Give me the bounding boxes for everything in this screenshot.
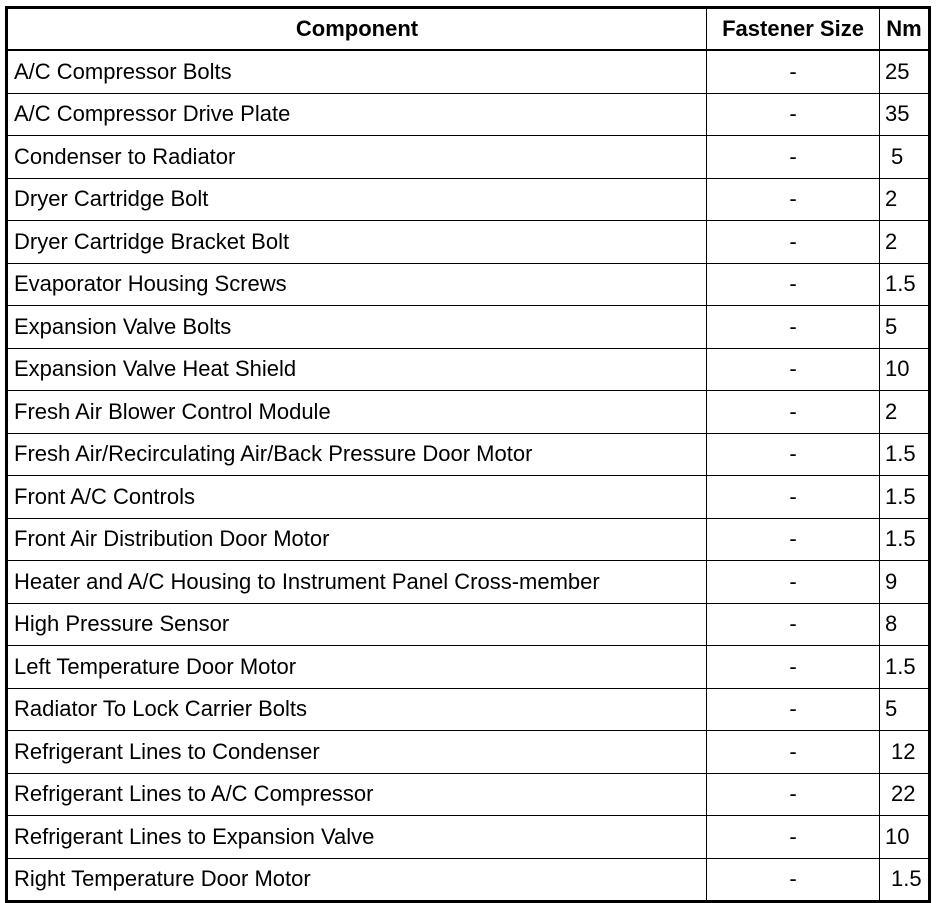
- header-row: [7, 8, 930, 51]
- table-row: [7, 93, 930, 136]
- table-row: [7, 858, 930, 902]
- nm-cell: 10: [879, 348, 929, 391]
- table-row: [7, 561, 930, 604]
- fastener-size-cell: -: [707, 93, 880, 136]
- component-cell: Left Temperature Door Motor: [7, 646, 707, 689]
- component-cell: Dryer Cartridge Bracket Bolt: [7, 221, 707, 264]
- component-cell: A/C Compressor Bolts: [7, 50, 707, 93]
- component-cell: Front A/C Controls: [7, 476, 707, 519]
- component-cell: Heater and A/C Housing to Instrument Panel Cross-member: [7, 561, 707, 604]
- table-body: [7, 50, 930, 902]
- fastener-size-cell: -: [707, 858, 880, 902]
- fastener-size-cell: -: [707, 50, 880, 93]
- nm-cell: 2: [879, 391, 929, 434]
- component-cell: Fresh Air/Recirculating Air/Back Pressure Door Motor: [7, 433, 707, 476]
- component-cell: Right Temperature Door Motor: [7, 858, 707, 902]
- fastener-size-cell: -: [707, 688, 880, 731]
- fastener-size-cell: -: [707, 391, 880, 434]
- table-row: [7, 221, 930, 264]
- nm-cell: 5: [879, 688, 929, 731]
- table-row: [7, 433, 930, 476]
- fastener-size-cell: -: [707, 221, 880, 264]
- component-cell: Dryer Cartridge Bolt: [7, 178, 707, 221]
- component-cell: Condenser to Radiator: [7, 136, 707, 179]
- fastener-size-cell: -: [707, 773, 880, 816]
- nm-cell: 25: [879, 50, 929, 93]
- component-cell: Fresh Air Blower Control Module: [7, 391, 707, 434]
- table-row: [7, 646, 930, 689]
- header-component: Component: [7, 8, 707, 51]
- nm-cell: 9: [879, 561, 929, 604]
- component-cell: Expansion Valve Bolts: [7, 306, 707, 349]
- fastener-size-cell: -: [707, 306, 880, 349]
- header-fastener-size: Fastener Size: [707, 8, 880, 51]
- component-cell: Refrigerant Lines to Condenser: [7, 731, 707, 774]
- component-cell: Expansion Valve Heat Shield: [7, 348, 707, 391]
- fastener-size-cell: -: [707, 263, 880, 306]
- nm-cell: 22: [879, 773, 929, 816]
- table-row: [7, 518, 930, 561]
- table-row: [7, 731, 930, 774]
- nm-cell: 1.5: [879, 433, 929, 476]
- nm-cell: 5: [879, 136, 929, 179]
- torque-spec-table: [5, 6, 931, 903]
- nm-cell: 8: [879, 603, 929, 646]
- table-row: [7, 306, 930, 349]
- component-cell: Radiator To Lock Carrier Bolts: [7, 688, 707, 731]
- fastener-size-cell: -: [707, 476, 880, 519]
- fastener-size-cell: -: [707, 731, 880, 774]
- nm-cell: 1.5: [879, 263, 929, 306]
- fastener-size-cell: -: [707, 561, 880, 604]
- table-row: [7, 603, 930, 646]
- nm-cell: 2: [879, 178, 929, 221]
- table-row: [7, 816, 930, 859]
- component-cell: Evaporator Housing Screws: [7, 263, 707, 306]
- nm-cell: 2: [879, 221, 929, 264]
- table-row: [7, 136, 930, 179]
- fastener-size-cell: -: [707, 816, 880, 859]
- fastener-size-cell: -: [707, 433, 880, 476]
- fastener-size-cell: -: [707, 178, 880, 221]
- component-cell: A/C Compressor Drive Plate: [7, 93, 707, 136]
- component-cell: Refrigerant Lines to A/C Compressor: [7, 773, 707, 816]
- fastener-size-cell: -: [707, 136, 880, 179]
- nm-cell: 12: [879, 731, 929, 774]
- table-row: [7, 688, 930, 731]
- fastener-size-cell: -: [707, 348, 880, 391]
- component-cell: Refrigerant Lines to Expansion Valve: [7, 816, 707, 859]
- fastener-size-cell: -: [707, 646, 880, 689]
- nm-cell: 10: [879, 816, 929, 859]
- table-header: [7, 8, 930, 51]
- fastener-size-cell: -: [707, 518, 880, 561]
- fastener-size-cell: -: [707, 603, 880, 646]
- table-row: [7, 773, 930, 816]
- table-row: [7, 178, 930, 221]
- table-row: [7, 391, 930, 434]
- nm-cell: 1.5: [879, 858, 929, 902]
- component-cell: Front Air Distribution Door Motor: [7, 518, 707, 561]
- component-cell: High Pressure Sensor: [7, 603, 707, 646]
- table-row: [7, 348, 930, 391]
- nm-cell: 5: [879, 306, 929, 349]
- table-row: [7, 476, 930, 519]
- nm-cell: 35: [879, 93, 929, 136]
- nm-cell: 1.5: [879, 646, 929, 689]
- table-row: [7, 263, 930, 306]
- header-nm: Nm: [879, 8, 929, 51]
- nm-cell: 1.5: [879, 476, 929, 519]
- table-row: [7, 50, 930, 93]
- nm-cell: 1.5: [879, 518, 929, 561]
